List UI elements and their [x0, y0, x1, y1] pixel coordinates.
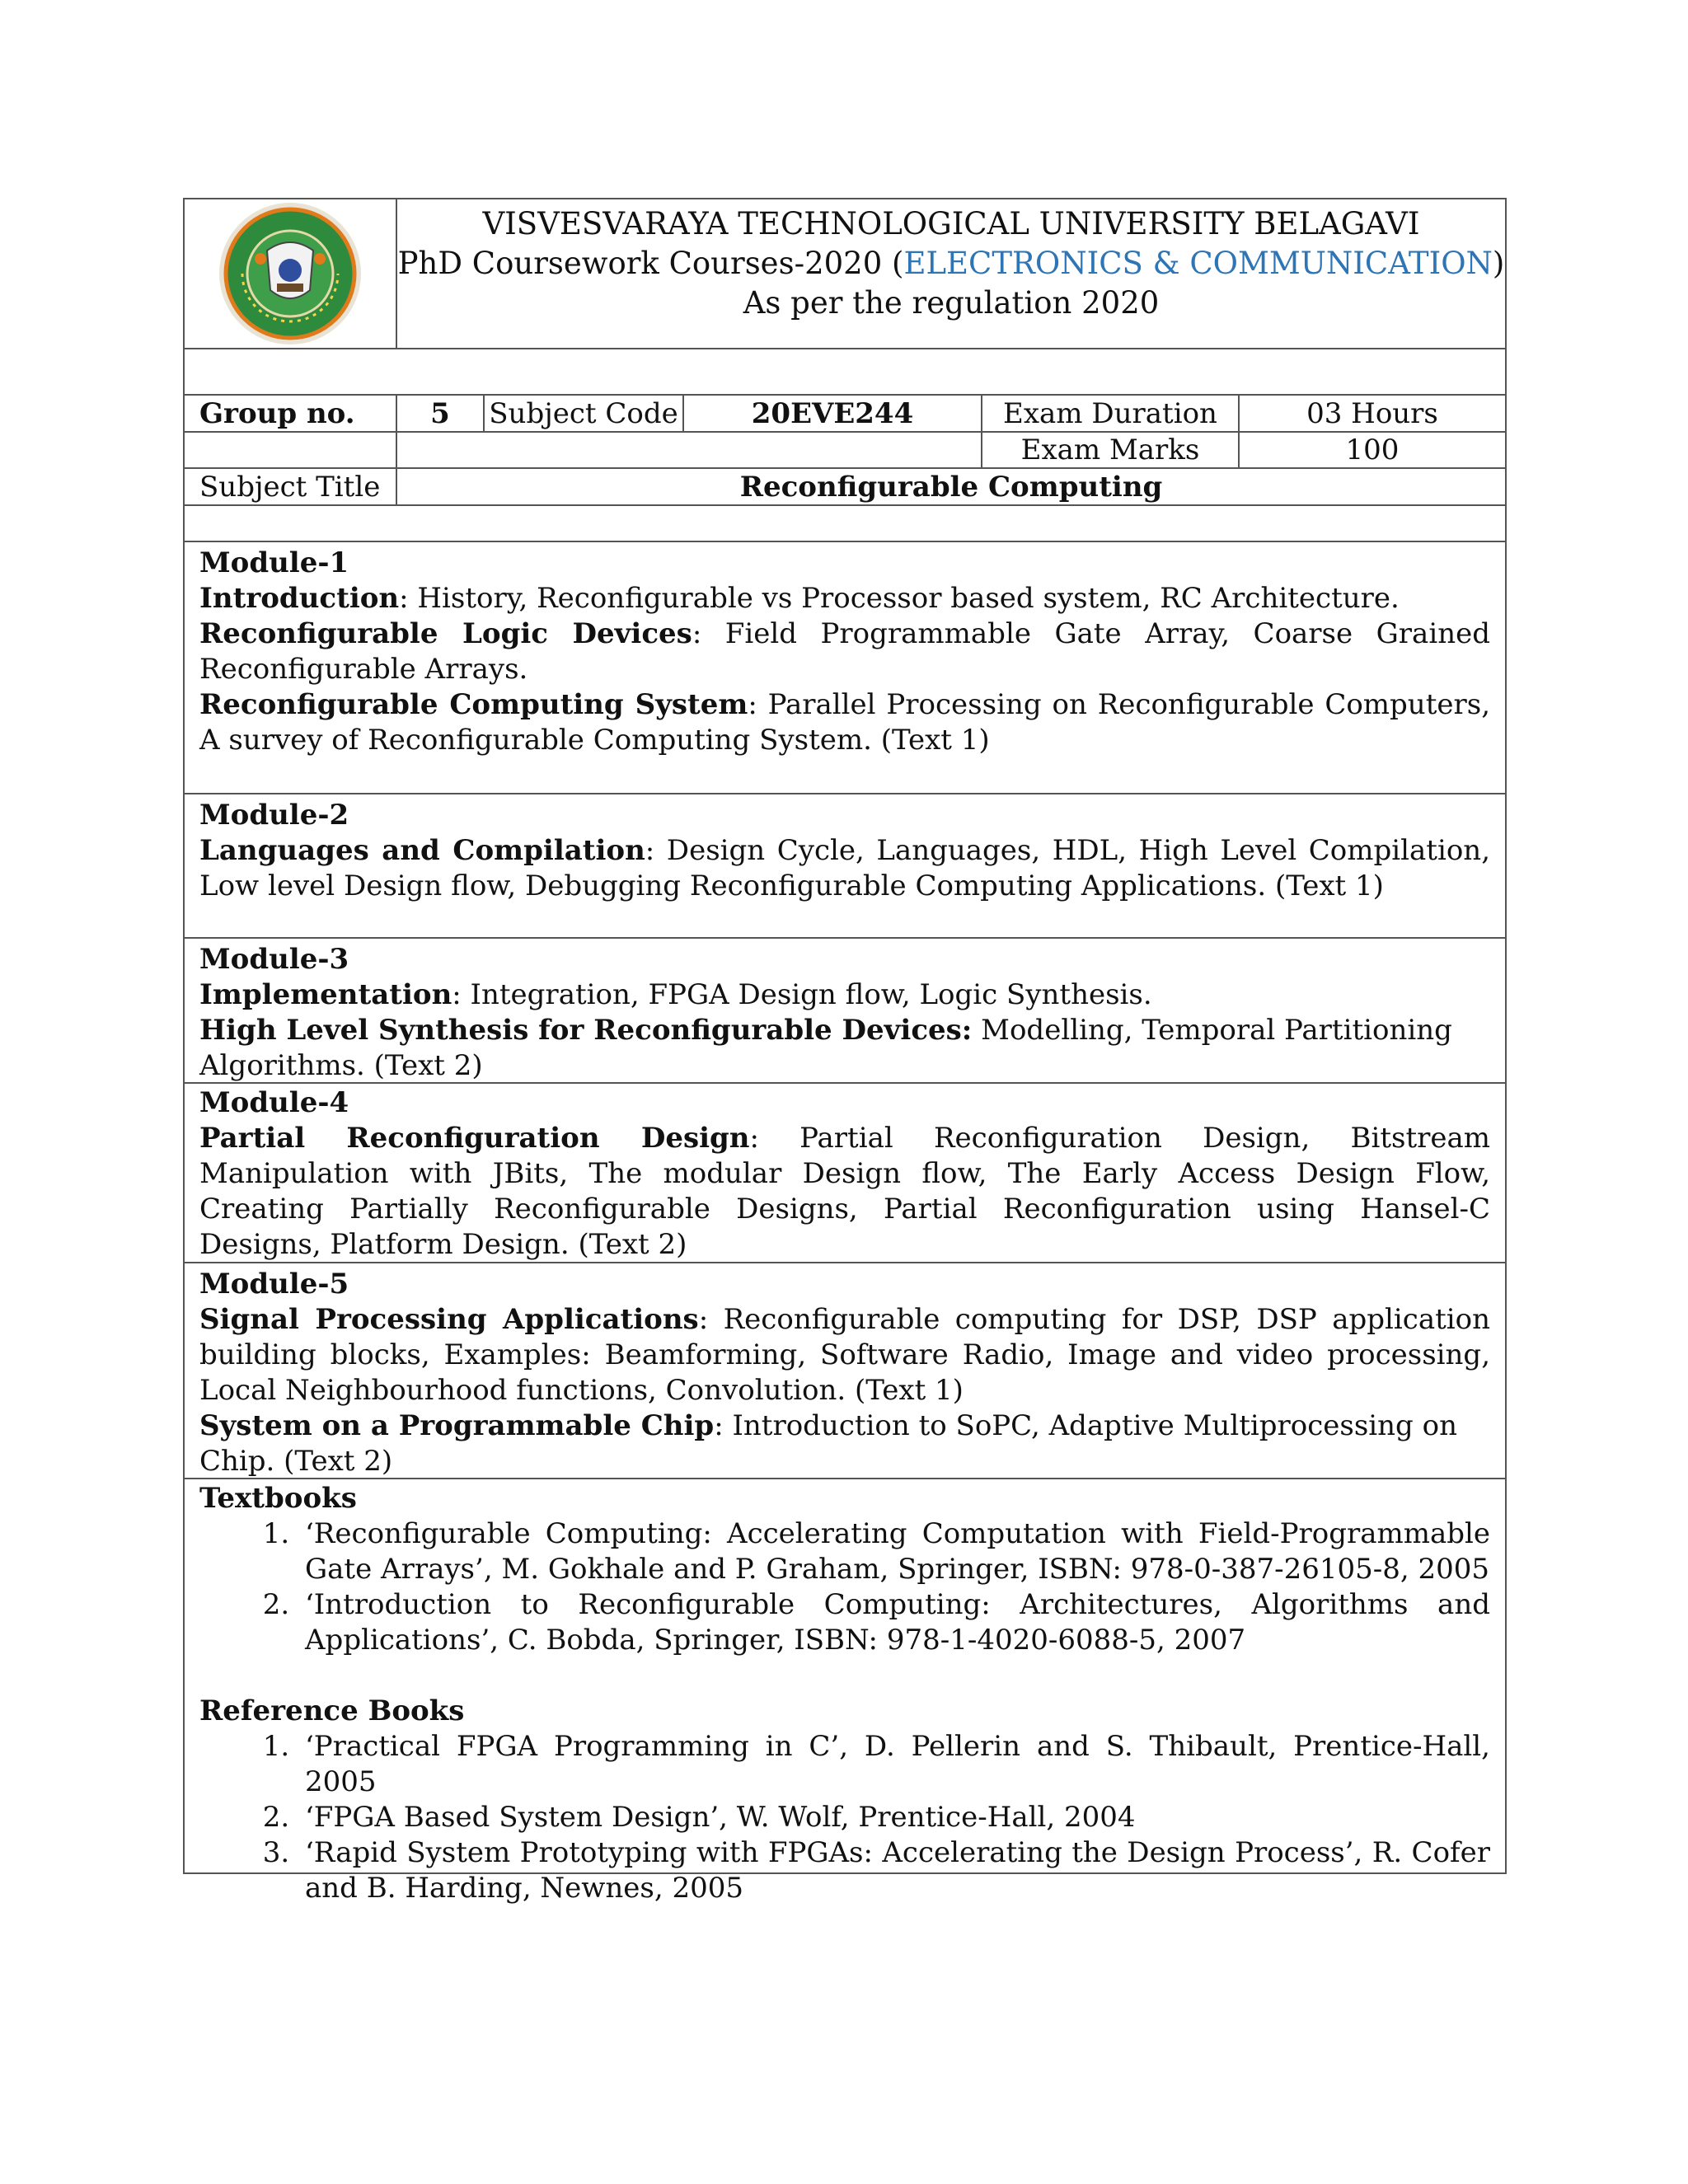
module-paragraph: High Level Synthesis for Reconfigurable Devices: Modelling, Temporal Partitioning Algorithms. (Text 2) [199, 1014, 1452, 1082]
books-section [185, 1479, 1505, 1905]
header-row [185, 199, 1505, 349]
subject-title-row [185, 469, 1505, 506]
module-title: Module-5 [199, 1268, 349, 1301]
module-paragraph: Reconfigurable Logic Devices: Field Programmable Gate Array, Coarse Grained Reconfigurable Arrays. [199, 617, 1490, 686]
list-item: 1. ‘Reconfigurable Computing: Accelerating Computation with Field-Programmable Gate Arrays’, M. Gokhale and P. Graham, Springer, ISBN: 978-0-387-26105-8, 2005 [298, 1516, 1490, 1587]
module-title: Module-1 [199, 546, 349, 579]
module-4 [185, 1084, 1505, 1263]
module-title: Module-3 [199, 943, 349, 976]
empty-cell [397, 433, 982, 467]
module-paragraph: Reconfigurable Computing System: Parallel Processing on Reconfigurable Computers, A survey of Reconfigurable Computing System. (Text 1) [199, 688, 1490, 757]
exam-duration-value: 03 Hours [1306, 396, 1438, 430]
subject-code-value: 20EVE244 [684, 396, 982, 431]
group-value: 5 [397, 396, 485, 431]
syllabus-table [183, 198, 1507, 1905]
list-item: 2. ‘FPGA Based System Design’, W. Wolf, Prentice-Hall, 2004 [298, 1800, 1490, 1835]
exam-duration-label: Exam Duration [982, 396, 1240, 431]
spacer-row [185, 349, 1505, 396]
module-paragraph: Languages and Compilation: Design Cycle, Languages, HDL, High Level Compilation, Low level Design flow, Debugging Reconfigurable Computing Applications. (Text 1) [199, 834, 1491, 902]
reference-books-heading: Reference Books [199, 1694, 465, 1727]
module-5 [185, 1263, 1505, 1479]
logo-cell [185, 199, 397, 348]
module-title: Module-4 [199, 1086, 349, 1119]
textbooks-list [199, 1516, 1490, 1658]
module-paragraph: Signal Processing Applications: Reconfigurable computing for DSP, DSP application building blocks, Examples: Beamforming, Software Radio, Image and video processing, Local Neighbourhood functions, Convolution. (Text 1) [199, 1303, 1490, 1407]
group-row [185, 396, 1505, 433]
header-title-block [397, 199, 1505, 348]
group-label: Group no. [185, 396, 397, 431]
exam-marks-label: Exam Marks [982, 433, 1240, 467]
empty-cell [185, 433, 397, 467]
reference-books-list [199, 1729, 1490, 1906]
subject-code-label: Subject Code [485, 396, 684, 431]
list-item: 2. ‘Introduction to Reconfigurable Computing: Architectures, Algorithms and Applications’, C. Bobda, Springer, ISBN: 978-1-4020-6088-5, 2007 [298, 1587, 1490, 1658]
module-paragraph: Implementation: Integration, FPGA Design flow, Logic Synthesis. [199, 978, 1152, 1011]
module-paragraph: Partial Reconfiguration Design: Partial Reconfiguration Design, Bitstream Manipulation with JBits, The modular Design flow, The Early Access Design Flow, Creating Partially Reconfigurable Designs, Partial Reconfiguration using Hansel-C Designs, Platform Design. (Text 2) [199, 1122, 1490, 1261]
list-item: 1. ‘Practical FPGA Programming in C’, D. Pellerin and S. Thibault, Prentice-Hall, 2005 [298, 1729, 1490, 1800]
list-item: 3. ‘Rapid System Prototyping with FPGAs: Accelerating the Design Process’, R. Cofer and B. Harding, Newnes, 2005 [298, 1835, 1490, 1906]
course-line: PhD Coursework Courses-2020 (ELECTRONICS & COMMUNICATION) [397, 246, 1505, 281]
module-title: Module-2 [199, 799, 349, 832]
module-2 [185, 794, 1505, 939]
university-seal-icon [218, 201, 363, 346]
subject-title-label: Subject Title [185, 469, 397, 504]
exam-marks-value: 100 [1345, 434, 1400, 466]
module-1 [185, 542, 1505, 794]
spacer-row [185, 506, 1505, 542]
textbooks-heading: Textbooks [199, 1482, 357, 1515]
module-3 [185, 939, 1505, 1084]
subject-title-value: Reconfigurable Computing [739, 470, 1163, 504]
module-paragraph: Introduction: History, Reconfigurable vs Processor based system, RC Architecture. [199, 582, 1400, 615]
module-paragraph: System on a Programmable Chip: Introduction to SoPC, Adaptive Multiprocessing on Chip. (Text 2) [199, 1409, 1457, 1478]
university-name: VISVESVARAYA TECHNOLOGICAL UNIVERSITY BELAGAVI [482, 206, 1420, 241]
regulation-line: As per the regulation 2020 [743, 285, 1160, 321]
exam-marks-row [185, 433, 1505, 469]
department-name: ELECTRONICS & COMMUNICATION [903, 246, 1493, 281]
